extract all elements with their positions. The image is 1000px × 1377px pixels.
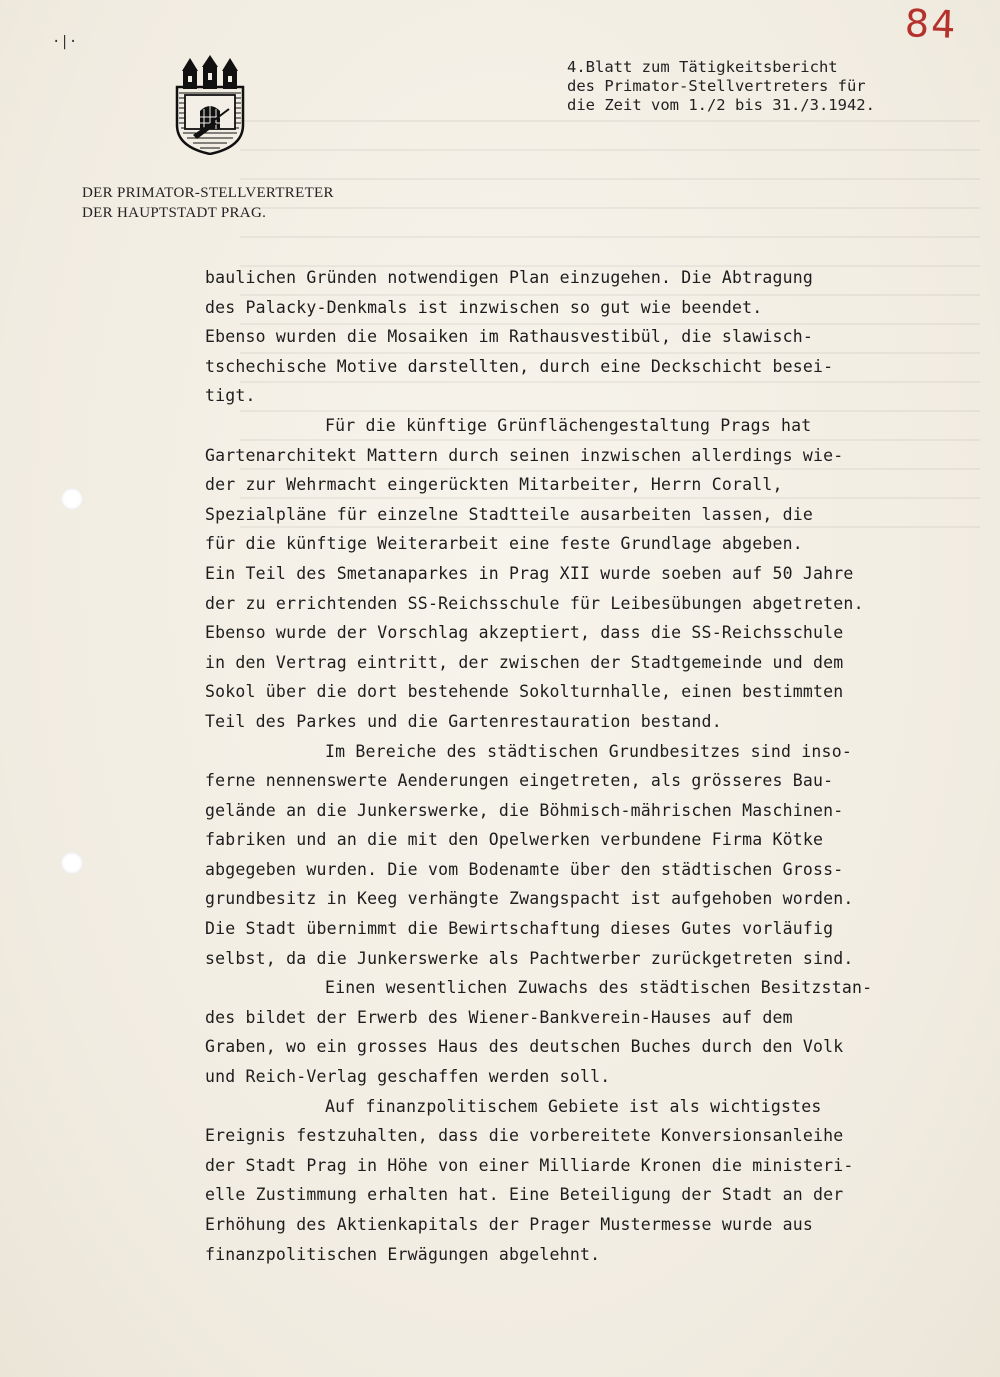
- page-number: 84: [904, 1, 959, 47]
- letterhead-line-2: DER HAUPTSTADT PRAG.: [82, 205, 267, 221]
- body-line: Für die künftige Grünflächengestaltung Prags hat: [325, 415, 812, 435]
- body-line: für die künftige Weiterarbeit eine feste Grundlage abgeben.: [205, 534, 803, 554]
- body-line: tigt.: [205, 386, 256, 406]
- body-line: Sokol über die dort bestehende Sokolturnhalle, einen bestimmten: [205, 682, 844, 702]
- body-line: Graben, wo ein grosses Haus des deutschen Buches durch den Volk: [205, 1037, 844, 1057]
- header-note-line-2: des Primator-Stellvertreters für: [567, 77, 866, 95]
- body-line: Ein Teil des Smetanaparkes in Prag XII wurde soeben auf 50 Jahre: [205, 563, 854, 583]
- body-line: Ebenso wurden die Mosaiken im Rathausvestibül, die slawisch-: [205, 327, 814, 347]
- body-line: des bildet der Erwerb des Wiener-Bankverein-Hauses auf dem: [205, 1007, 793, 1027]
- body-line: der Stadt Prag in Höhe von einer Milliarde Kronen die ministeri-: [205, 1155, 854, 1175]
- body-line: der zur Wehrmacht eingerückten Mitarbeiter, Herrn Corall,: [205, 475, 783, 495]
- letterhead-line-1: DER PRIMATOR-STELLVERTRETER: [82, 185, 334, 201]
- body-line: Ereignis festzuhalten, dass die vorbereitete Konversionsanleihe: [205, 1126, 844, 1146]
- body-line: elle Zustimmung erhalten hat. Eine Beteiligung der Stadt an der: [205, 1185, 844, 1205]
- body-line: in den Vertrag eintritt, der zwischen der Stadtgemeinde und dem: [205, 652, 844, 672]
- body-line: grundbesitz in Keeg verhängte Zwangspacht ist aufgehoben worden.: [205, 889, 854, 909]
- body-line: Spezialpläne für einzelne Stadtteile ausarbeiten lassen, die: [205, 504, 814, 524]
- body-line: tschechische Motive darstellten, durch eine Deckschicht besei-: [205, 356, 834, 376]
- punch-hole: [61, 488, 83, 510]
- body-line: ferne nennenswerte Aenderungen eingetreten, als grösseres Bau-: [205, 771, 834, 791]
- body-line: des Palacky-Denkmals ist inzwischen so gut wie beendet.: [205, 297, 763, 317]
- body-line: und Reich-Verlag geschaffen werden soll.: [205, 1067, 611, 1087]
- body-line: baulichen Gründen notwendigen Plan einzugehen. Die Abtragung: [205, 268, 814, 287]
- body-line: Erhöhung des Aktienkapitals der Prager Mustermesse wurde aus: [205, 1215, 814, 1234]
- body-line: Im Bereiche des städtischen Grundbesitzes sind inso-: [325, 741, 852, 761]
- body-line: Gartenarchitekt Mattern durch seinen inzwischen allerdings wie-: [205, 445, 844, 465]
- body-line: gelände an die Junkerswerke, die Böhmisch-mährischen Maschinen-: [205, 800, 844, 820]
- body-line: der zu errichtenden SS-Reichsschule für Leibesübungen abgetreten.: [205, 593, 864, 613]
- body-line: Einen wesentlichen Zuwachs des städtischen Besitzstan-: [325, 978, 873, 998]
- body-line: Die Stadt übernimmt die Bewirtschaftung dieses Gutes vorläufig: [205, 919, 834, 939]
- body-line: abgegeben wurden. Die vom Bodenamte über den städtischen Gross-: [205, 859, 844, 879]
- header-note: [567, 58, 875, 115]
- body-line: fabriken und an die mit den Opelwerken verbundene Firma Kötke: [205, 830, 824, 850]
- body-line: finanzpolitischen Erwägungen abgelehnt.: [205, 1244, 601, 1264]
- letterhead: [82, 183, 334, 223]
- body-line: Ebenso wurde der Vorschlag akzeptiert, dass die SS-Reichsschule: [205, 623, 844, 643]
- header-note-line-3: die Zeit vom 1./2 bis 31./3.1942.: [567, 96, 875, 114]
- prague-coat-of-arms-icon: [173, 55, 247, 155]
- punch-hole: [61, 852, 83, 874]
- corner-mark: ·|·: [52, 34, 78, 50]
- body-line: Teil des Parkes und die Gartenrestauration bestand.: [205, 711, 722, 731]
- body-line: Auf finanzpolitischem Gebiete ist als wichtigstes: [325, 1096, 822, 1116]
- body-line: selbst, da die Junkerswerke als Pachtwerber zurückgetreten sind.: [205, 948, 854, 968]
- body-text: [205, 263, 995, 1269]
- header-note-line-1: 4.Blatt zum Tätigkeitsbericht: [567, 58, 838, 76]
